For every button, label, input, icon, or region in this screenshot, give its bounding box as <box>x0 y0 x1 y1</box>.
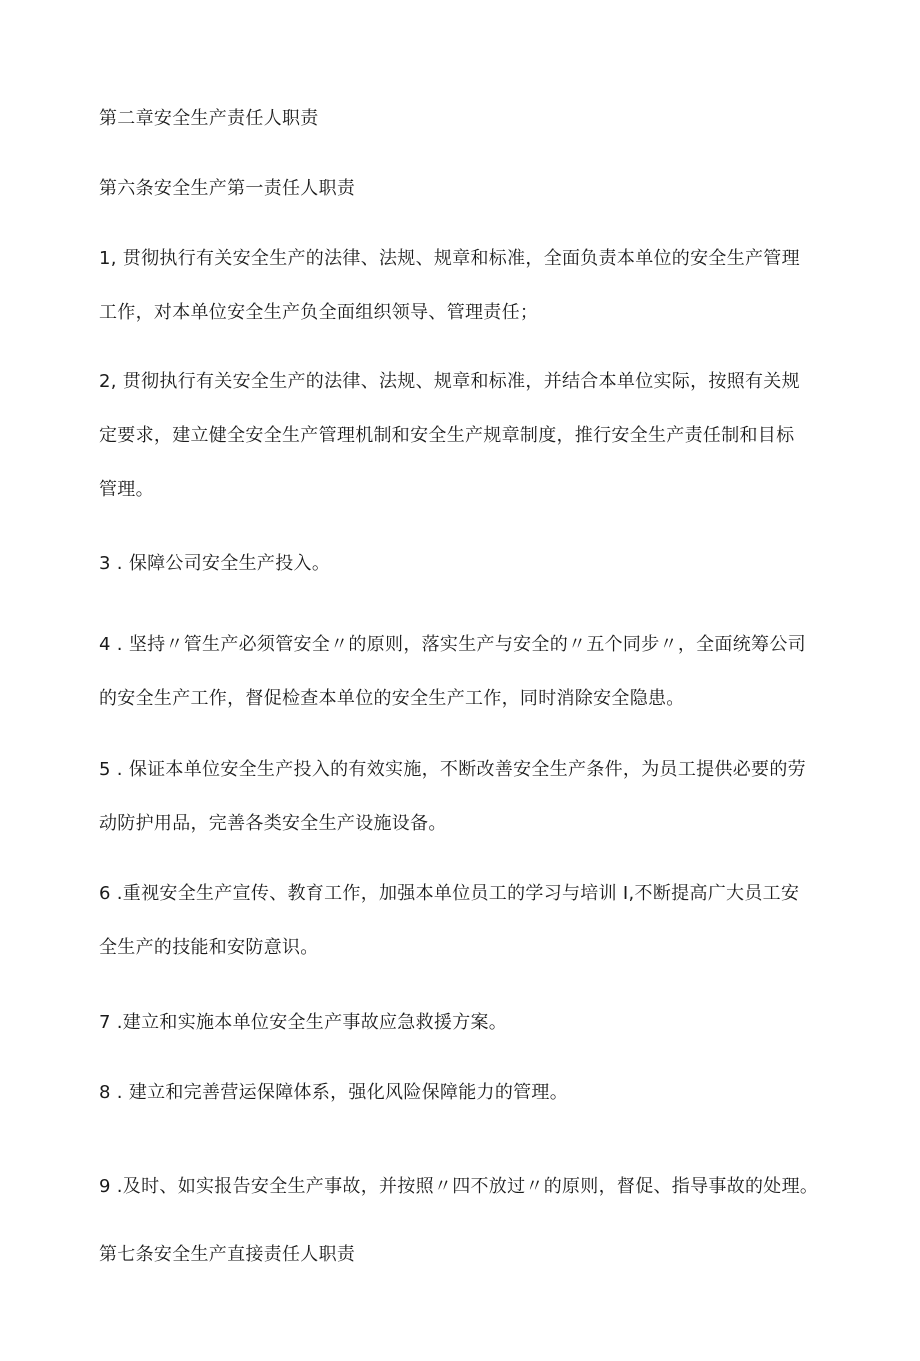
paragraph-line: 1, 贯彻执行有关安全生产的法律、法规、规章和标准，全面负责本单位的安全生产管理 <box>99 248 800 269</box>
paragraph-line: 8 . 建立和完善营运保障体系，强化风险保障能力的管理。 <box>99 1082 569 1103</box>
paragraph-line: 的安全生产工作，督促检查本单位的安全生产工作，同时消除安全隐患。 <box>99 688 685 709</box>
paragraph-line: 6 .重视安全生产宣传、教育工作，加强本单位员工的学习与培训 I,不断提高广大员工安 <box>99 883 800 904</box>
paragraph-line: 管理。 <box>99 479 154 500</box>
paragraph-line: 2, 贯彻执行有关安全生产的法律、法规、规章和标准，并结合本单位实际，按照有关规 <box>99 371 800 392</box>
article-7-heading: 第七条安全生产直接责任人职责 <box>99 1244 356 1265</box>
paragraph-line: 工作，对本单位安全生产负全面组织领导、管理责任； <box>99 302 539 323</box>
article-6-heading: 第六条安全生产第一责任人职责 <box>99 178 356 199</box>
paragraph-line: 全生产的技能和安防意识。 <box>99 937 319 958</box>
paragraph-line: 3 . 保障公司安全生产投入。 <box>99 553 331 574</box>
paragraph-line: 5 . 保证本单位安全生产投入的有效实施，不断改善安全生产条件，为员工提供必要的劳 <box>99 759 806 780</box>
paragraph-line: 9 .及时、如实报告安全生产事故，并按照〃四不放过〃的原则，督促、指导事故的处理。 <box>99 1176 819 1197</box>
paragraph-line: 4 . 坚持〃管生产必须管安全〃的原则，落实生产与安全的〃五个同步〃，全面统筹公司 <box>99 634 806 655</box>
chapter-heading: 第二章安全生产责任人职责 <box>99 108 319 129</box>
paragraph-line: 7 .建立和实施本单位安全生产事故应急救援方案。 <box>99 1012 508 1033</box>
paragraph-line: 动防护用品，完善各类安全生产设施设备。 <box>99 813 447 834</box>
paragraph-line: 定要求，建立健全安全生产管理机制和安全生产规章制度，推行安全生产责任制和目标 <box>99 425 795 446</box>
